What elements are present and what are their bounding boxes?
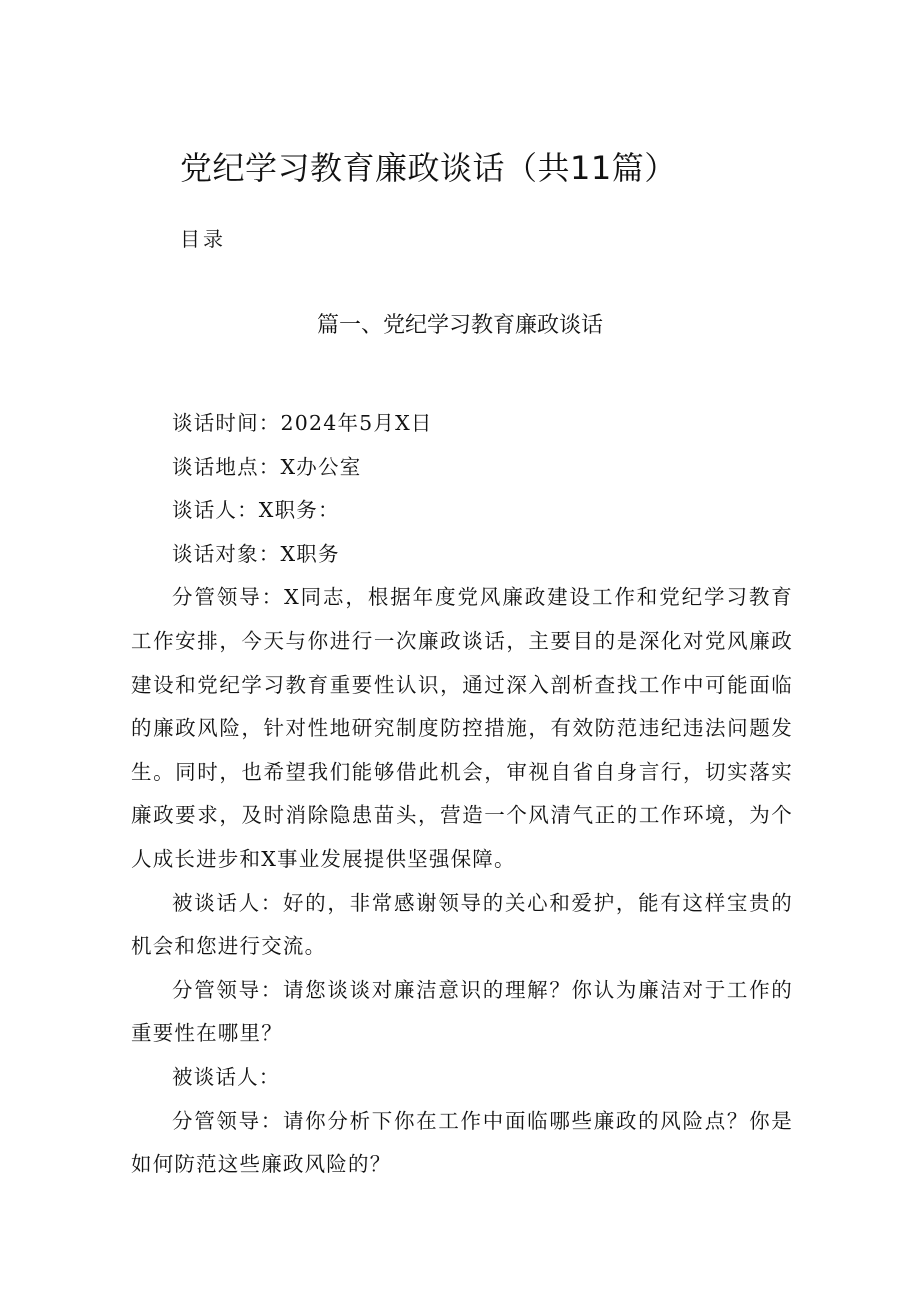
document-body xyxy=(131,402,793,1187)
body-paragraph: 被谈话人： xyxy=(172,1064,281,1089)
document-title: 党纪学习教育廉政谈话（共11篇） xyxy=(180,149,677,187)
meta-talker: 谈话人：X职务： xyxy=(172,498,340,523)
meta-talk-location: 谈话地点：X办公室 xyxy=(172,454,362,479)
meta-talk-subject: 谈话对象：X职务 xyxy=(172,541,340,566)
section-heading: 篇一、党纪学习教育廉政谈话 xyxy=(316,313,603,338)
meta-talk-time: 谈话时间：2024年5月X日 xyxy=(172,411,433,435)
body-paragraph: 分管领导：X同志，根据年度党风廉政建设工作和党纪学习教育工作安排，今天与你进行一次廉政谈话，主要目的是深化对党风廉政建设和党纪学习教育重要性认识，通过深入剖析查找工作中可能面临的廉政风险，针对性地研究制度防控措施，有效防范违纪违法问题发生。同时，也希望我们能够借此机会，审视自省自身言行，切实落实廉政要求，及时消除隐患苗头，营造一个风清气正的工作环境，为个人成长进步和X事业发展提供坚强保障。 xyxy=(131,585,793,871)
table-of-contents-label: 目录 xyxy=(180,227,226,251)
body-paragraph: 被谈话人：好的，非常感谢领导的关心和爱护，能有这样宝贵的机会和您进行交流。 xyxy=(131,890,793,959)
body-paragraph: 分管领导：请您谈谈对廉洁意识的理解？你认为廉洁对于工作的重要性在哪里？ xyxy=(131,977,793,1046)
body-paragraph: 分管领导：请你分析下你在工作中面临哪些廉政的风险点？你是如何防范这些廉政风险的？ xyxy=(131,1108,793,1177)
